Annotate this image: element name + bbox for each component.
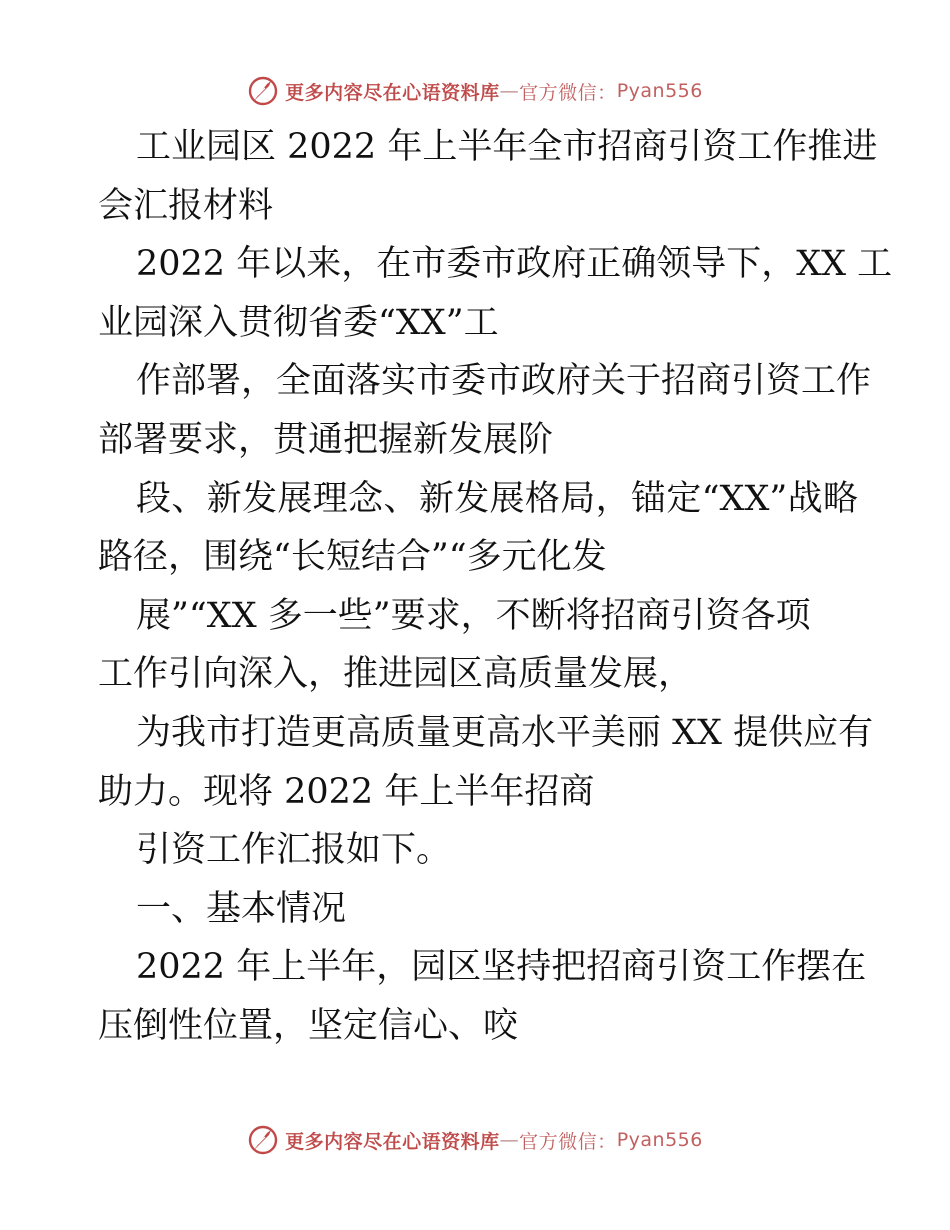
paragraph-line: 压倒性位置，坚定信心、咬	[98, 1005, 519, 1046]
paragraph-line: 2022 年以来，在市委市政府正确领导下，XX 工	[136, 244, 893, 285]
title-line-1: 工业园区 2022 年上半年全市招商引资工作推进	[136, 127, 878, 167]
footer-separator: —	[499, 1129, 520, 1151]
header-banner	[0, 71, 950, 111]
paragraph-line: 部署要求，贯通把握新发展阶	[98, 419, 554, 460]
paragraph-line: 展”“XX 多一些”要求，不断将招商引资各项	[136, 595, 811, 636]
paragraph-line: 助力。现将 2022 年上半年招商	[98, 771, 595, 812]
document-body	[98, 118, 893, 1056]
paragraph-line: 引资工作汇报如下。	[136, 830, 452, 871]
section-heading: 一、基本情况	[136, 888, 347, 929]
footer-wechat-id: Pyan556	[616, 1129, 703, 1151]
header-separator: —	[499, 80, 520, 102]
header-wechat-label: 官方微信：	[519, 81, 617, 104]
paragraph-line: 2022 年上半年，园区坚持把招商引资工作摆在	[136, 947, 867, 988]
footer-site-text: 更多内容尽在心语资料库	[285, 1130, 500, 1153]
quill-pen-logo-icon	[247, 75, 279, 107]
paragraph-line: 作部署，全面落实市委市政府关于招商引资工作	[136, 361, 872, 402]
paragraph-line: 路径，围绕“长短结合”“多元化发	[98, 537, 607, 578]
paragraph-line: 工作引向深入，推进园区高质量发展，	[98, 654, 694, 695]
header-site-text: 更多内容尽在心语资料库	[285, 81, 500, 104]
title-line-2: 会汇报材料	[98, 185, 274, 226]
quill-pen-logo-icon	[247, 1124, 279, 1156]
footer-banner	[0, 1120, 950, 1160]
header-wechat-id: Pyan556	[616, 80, 703, 102]
paragraph-line: 段、新发展理念、新发展格局，锚定“XX”战略	[136, 478, 858, 519]
footer-wechat-label: 官方微信：	[519, 1130, 617, 1153]
paragraph-line: 为我市打造更高质量更高水平美丽 XX 提供应有	[136, 712, 874, 753]
paragraph-line: 业园深入贯彻省委“XX”工	[98, 302, 499, 343]
